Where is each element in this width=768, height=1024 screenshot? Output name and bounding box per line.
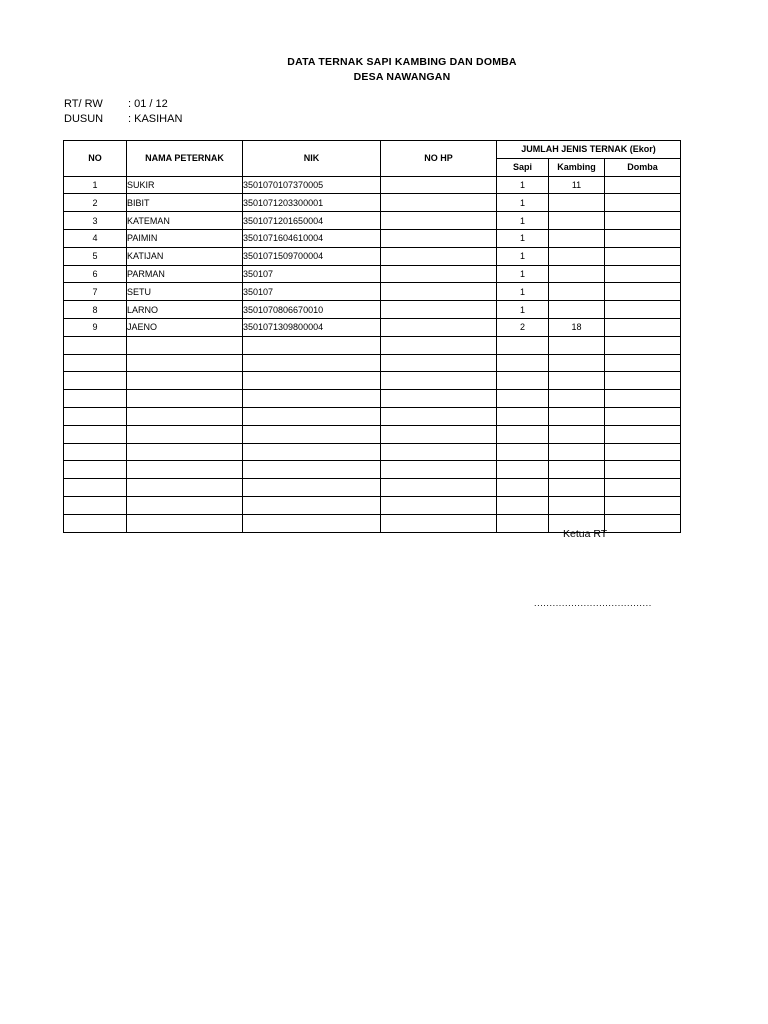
cell-no: 7 (64, 283, 127, 301)
cell-nama: BIBIT (127, 194, 243, 212)
cell-domba (605, 194, 681, 212)
cell-sapi (497, 443, 549, 461)
cell-nik (243, 479, 381, 497)
cell-nohp (381, 443, 497, 461)
cell-no (64, 390, 127, 408)
table-row (64, 354, 681, 372)
cell-kambing (549, 212, 605, 230)
cell-sapi: 1 (497, 229, 549, 247)
document-subtitle: DESA NAWANGAN (353, 71, 451, 83)
cell-nama (127, 390, 243, 408)
cell-domba (605, 318, 681, 336)
header-no: NO (64, 141, 127, 177)
cell-nohp (381, 283, 497, 301)
cell-nama (127, 372, 243, 390)
cell-nohp (381, 461, 497, 479)
cell-nama (127, 407, 243, 425)
cell-domba (605, 443, 681, 461)
cell-domba (605, 176, 681, 194)
cell-nik (243, 372, 381, 390)
cell-nama (127, 354, 243, 372)
header-no-hp: NO HP (381, 141, 497, 177)
cell-nik: 3501071509700004 (243, 247, 381, 265)
document-title: DATA TERNAK SAPI KAMBING DAN DOMBA (287, 56, 517, 68)
cell-sapi: 1 (497, 247, 549, 265)
cell-nohp (381, 212, 497, 230)
cell-nik (243, 425, 381, 443)
cell-kambing (549, 443, 605, 461)
cell-nama (127, 461, 243, 479)
cell-kambing: 18 (549, 318, 605, 336)
cell-domba (605, 283, 681, 301)
header-sapi: Sapi (497, 158, 549, 176)
cell-kambing (549, 479, 605, 497)
cell-sapi (497, 390, 549, 408)
cell-nohp (381, 479, 497, 497)
cell-nama: KATIJAN (127, 247, 243, 265)
cell-no (64, 336, 127, 354)
cell-kambing (549, 194, 605, 212)
rtrw-label: RT/ RW (64, 98, 103, 110)
cell-sapi (497, 514, 549, 532)
cell-sapi: 1 (497, 212, 549, 230)
cell-nama: JAENO (127, 318, 243, 336)
table-row (64, 461, 681, 479)
table-row (64, 229, 681, 247)
cell-domba (605, 407, 681, 425)
cell-domba (605, 461, 681, 479)
table-row (64, 194, 681, 212)
cell-nohp (381, 407, 497, 425)
cell-nohp (381, 229, 497, 247)
cell-domba (605, 247, 681, 265)
cell-domba (605, 265, 681, 283)
cell-domba (605, 301, 681, 319)
cell-nik (243, 461, 381, 479)
cell-sapi: 1 (497, 176, 549, 194)
cell-nohp (381, 194, 497, 212)
cell-sapi: 1 (497, 283, 549, 301)
cell-no (64, 425, 127, 443)
cell-no: 9 (64, 318, 127, 336)
cell-nik (243, 336, 381, 354)
table-row (64, 496, 681, 514)
table-row (64, 372, 681, 390)
cell-domba (605, 354, 681, 372)
table-body (64, 176, 681, 532)
cell-nama (127, 514, 243, 532)
cell-domba (605, 390, 681, 408)
cell-kambing (549, 247, 605, 265)
cell-sapi (497, 336, 549, 354)
cell-nama (127, 479, 243, 497)
cell-no (64, 354, 127, 372)
cell-nik (243, 443, 381, 461)
table-row (64, 283, 681, 301)
cell-nik: 350107 (243, 265, 381, 283)
cell-domba (605, 496, 681, 514)
cell-domba (605, 229, 681, 247)
cell-nama (127, 443, 243, 461)
cell-nama: PAIMIN (127, 229, 243, 247)
cell-sapi (497, 461, 549, 479)
cell-kambing (549, 229, 605, 247)
dusun-label: DUSUN (64, 113, 104, 125)
cell-no: 8 (64, 301, 127, 319)
cell-no (64, 407, 127, 425)
cell-nohp (381, 247, 497, 265)
cell-nohp (381, 425, 497, 443)
cell-no: 4 (64, 229, 127, 247)
header-nama-peternak: NAMA PETERNAK (127, 141, 243, 177)
table-row (64, 265, 681, 283)
dusun-value: : KASIHAN (128, 113, 183, 125)
cell-domba (605, 212, 681, 230)
table-row (64, 318, 681, 336)
cell-domba (605, 479, 681, 497)
signature-line: ...................................... (534, 598, 652, 608)
cell-kambing (549, 461, 605, 479)
cell-sapi (497, 407, 549, 425)
cell-no (64, 372, 127, 390)
dusun-line (64, 113, 182, 125)
cell-nik (243, 496, 381, 514)
cell-nik (243, 514, 381, 532)
cell-nik (243, 407, 381, 425)
cell-domba (605, 425, 681, 443)
cell-nama: SUKIR (127, 176, 243, 194)
table-row (64, 479, 681, 497)
table-row (64, 247, 681, 265)
cell-nik (243, 354, 381, 372)
cell-kambing (549, 496, 605, 514)
cell-kambing (549, 301, 605, 319)
cell-kambing (549, 372, 605, 390)
rtrw-line (64, 98, 168, 110)
cell-kambing (549, 425, 605, 443)
cell-nohp (381, 496, 497, 514)
header-kambing: Kambing (549, 158, 605, 176)
cell-sapi (497, 425, 549, 443)
cell-domba (605, 336, 681, 354)
cell-no: 2 (64, 194, 127, 212)
cell-nik: 3501071203300001 (243, 194, 381, 212)
cell-nik: 3501071201650004 (243, 212, 381, 230)
cell-nohp (381, 336, 497, 354)
cell-sapi (497, 354, 549, 372)
cell-kambing (549, 390, 605, 408)
cell-nama (127, 336, 243, 354)
rtrw-value: : 01 / 12 (128, 98, 168, 110)
cell-sapi: 1 (497, 265, 549, 283)
cell-kambing: 11 (549, 176, 605, 194)
cell-kambing (549, 283, 605, 301)
cell-nik: 350107 (243, 283, 381, 301)
cell-nama: LARNO (127, 301, 243, 319)
cell-no: 3 (64, 212, 127, 230)
cell-domba (605, 514, 681, 532)
cell-nama: KATEMAN (127, 212, 243, 230)
cell-no: 1 (64, 176, 127, 194)
cell-nama: SETU (127, 283, 243, 301)
cell-sapi (497, 496, 549, 514)
cell-kambing (549, 354, 605, 372)
cell-no (64, 479, 127, 497)
cell-nama (127, 425, 243, 443)
cell-nohp (381, 176, 497, 194)
cell-nohp (381, 318, 497, 336)
header-nik: NIK (243, 141, 381, 177)
header-domba: Domba (605, 158, 681, 176)
cell-sapi (497, 372, 549, 390)
cell-domba (605, 372, 681, 390)
cell-nik (243, 390, 381, 408)
table-row (64, 301, 681, 319)
header-jumlah-jenis-ternak: JUMLAH JENIS TERNAK (Ekor) (497, 141, 681, 159)
cell-no: 6 (64, 265, 127, 283)
cell-nik: 3501070806670010 (243, 301, 381, 319)
cell-nohp (381, 372, 497, 390)
cell-sapi: 2 (497, 318, 549, 336)
cell-no (64, 496, 127, 514)
cell-kambing (549, 407, 605, 425)
cell-nohp (381, 354, 497, 372)
cell-sapi (497, 479, 549, 497)
cell-nama: PARMAN (127, 265, 243, 283)
cell-nama (127, 496, 243, 514)
cell-no (64, 461, 127, 479)
cell-no (64, 514, 127, 532)
cell-nik: 3501071309800004 (243, 318, 381, 336)
cell-no (64, 443, 127, 461)
cell-kambing (549, 265, 605, 283)
table-row (64, 336, 681, 354)
cell-nik: 3501070107370005 (243, 176, 381, 194)
table-row (64, 176, 681, 194)
cell-sapi: 1 (497, 194, 549, 212)
livestock-table (63, 140, 681, 533)
cell-nohp (381, 514, 497, 532)
cell-nohp (381, 390, 497, 408)
table-row (64, 390, 681, 408)
cell-nik: 3501071604610004 (243, 229, 381, 247)
table-row (64, 443, 681, 461)
table-row (64, 407, 681, 425)
cell-no: 5 (64, 247, 127, 265)
signature-label: Ketua RT (563, 528, 608, 540)
cell-nohp (381, 265, 497, 283)
cell-kambing (549, 336, 605, 354)
cell-nohp (381, 301, 497, 319)
cell-sapi: 1 (497, 301, 549, 319)
table-row (64, 425, 681, 443)
table-row (64, 212, 681, 230)
